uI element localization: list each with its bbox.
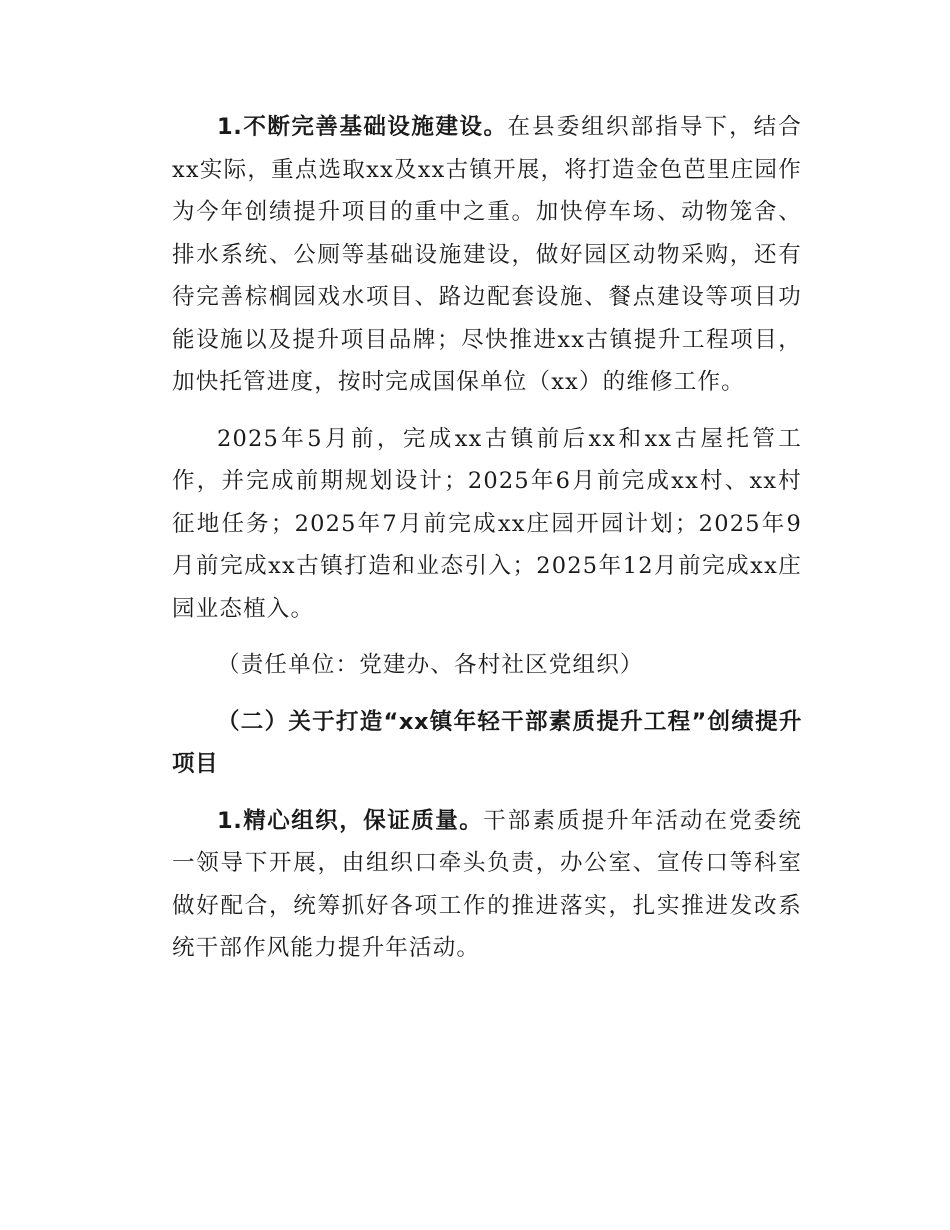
- paragraph-infrastructure: [172, 106, 802, 404]
- section-heading: [172, 701, 802, 786]
- section-heading-text: （二）关于打造“xx镇年轻干部素质提升工程”创绩提升项目: [172, 708, 802, 777]
- paragraph-schedule: [172, 418, 802, 631]
- document-body: [172, 106, 802, 970]
- paragraph-organize: [172, 800, 802, 970]
- paragraph-responsible-unit: [172, 644, 802, 687]
- responsible-unit-text: （责任单位：党建办、各村社区党组织）: [217, 652, 644, 678]
- paragraph-text-infrastructure: 在县委组织部指导下，结合xx实际，重点选取xx及xx古镇开展，将打造金色芭里庄园作为今年创绩提升项目的重中之重。加快停车场、动物笼舍、排水系统、公厕等基础设施建设，做好园区动物采购，还有待完善棕榈园戏水项目、路边配套设施、餐点建设等项目功能设施以及提升项目品牌；尽快推进xx古镇提升工程项目，加快托管进度，按时完成国保单位（xx）的维修工作。: [172, 114, 802, 395]
- paragraph-text-schedule: 2025年5月前，完成xx古镇前后xx和xx古屋托管工作，并完成前期规划设计；2025年6月前完成xx村、xx村征地任务；2025年7月前完成xx庄园开园计划；2025年9月前完成xx古镇打造和业态引入；2025年12月前完成xx庄园业态植入。: [172, 425, 802, 622]
- paragraph-text-organize: 干部素质提升年活动在党委统一领导下开展，由组织口牵头负责，办公室、宣传口等科室做好配合，统筹抓好各项工作的推进落实，扎实推进发改系统干部作风能力提升年活动。: [172, 807, 802, 961]
- paragraph-lead-infrastructure: 1.不断完善基础设施建设。: [217, 114, 508, 140]
- paragraph-lead-organize: 1.精心组织，保证质量。: [217, 807, 484, 834]
